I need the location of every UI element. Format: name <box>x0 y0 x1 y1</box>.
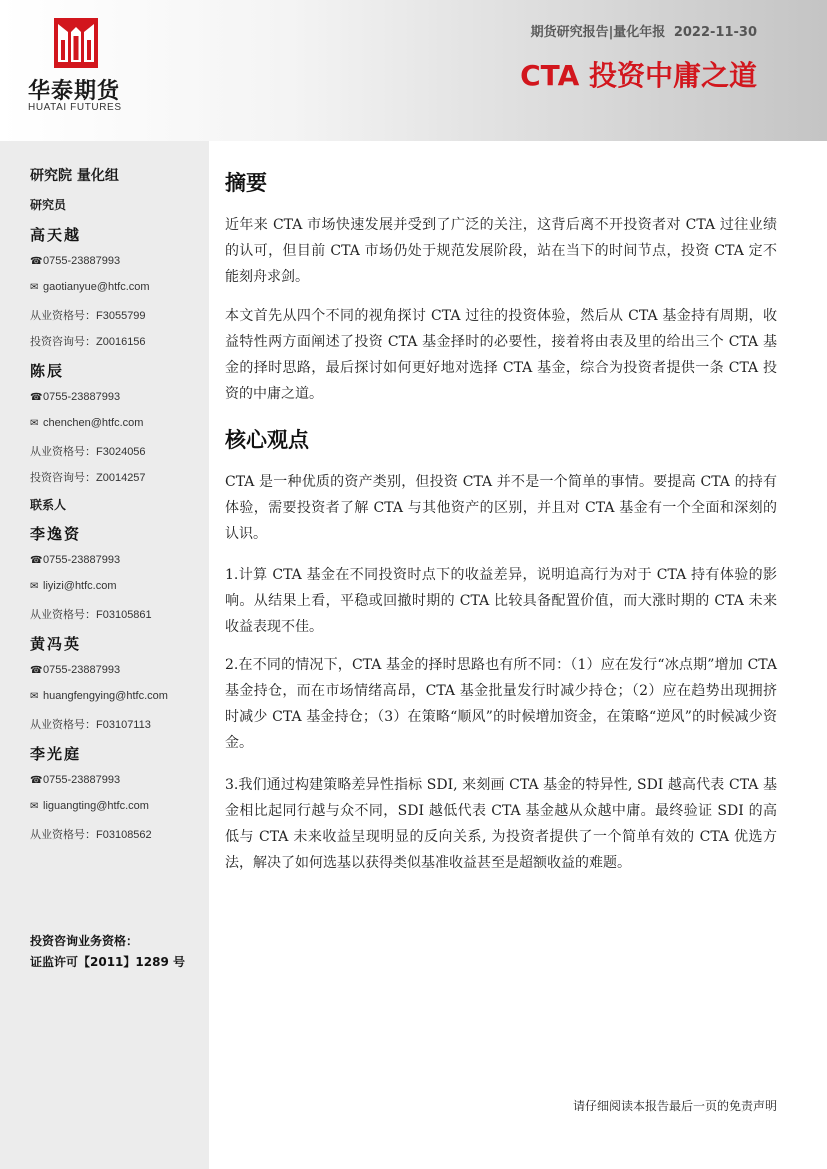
contact-email[interactable]: ✉ huangfengying@htfc.com <box>30 690 168 702</box>
researcher-cert: 从业资格号：F3024056 <box>30 446 146 458</box>
mail-icon: ✉ <box>30 282 39 293</box>
disclaimer-note: 请仔细阅读本报告最后一页的免责声明 <box>572 1099 777 1113</box>
contact-phone: ☎0755-23887993 <box>30 664 121 676</box>
researcher-email[interactable]: ✉ gaotianyue@htfc.com <box>30 281 150 293</box>
researcher-cert: 从业资格号：F3055799 <box>30 310 146 322</box>
logo-name-en: HUATAI FUTURES <box>28 102 122 113</box>
phone-icon: ☎ <box>30 392 43 403</box>
author-sidebar <box>0 141 209 1169</box>
contacts-label: 联系人 <box>30 498 67 512</box>
core-paragraph: 2.在不同的情况下，CTA 基金的择时思路也有所不同：（1）应在发行“冰点期”增加 CTA 基金持仓，而在市场情绪高昂，CTA 基金批量发行时减少持仓；（2）应在趋势出现拥挤时减少 CTA 基金持仓；（3）在策略“顺风”的时候增加资金，在策略“逆风”的时候减少资金。 <box>225 657 777 751</box>
phone-icon: ☎ <box>30 256 43 267</box>
phone-icon: ☎ <box>30 555 43 566</box>
core-paragraph: 1.计算 CTA 基金在不同投资时点下的收益差异，说明追高行为对于 CTA 持有体验的影响。从结果上看，平稳或回撤时期的 CTA 比较具备配置价值，而大涨时期的 CTA 未来收益表现不佳。 <box>225 567 777 635</box>
abstract-paragraph: 近年来 CTA 市场快速发展并受到了广泛的关注，这背后离不开投资者对 CTA 过往业绩的认可，但目前 CTA 市场仍处于规范发展阶段，站在当下的时间节点，投资 CTA 定不能刻舟求剑。 <box>225 217 777 285</box>
phone-icon: ☎ <box>30 775 43 786</box>
huatai-logo-icon <box>54 18 98 68</box>
mail-icon: ✉ <box>30 581 39 592</box>
phone-icon: ☎ <box>30 665 43 676</box>
researcher-phone: ☎0755-23887993 <box>30 255 121 267</box>
contact-name: 李光庭 <box>30 745 82 763</box>
contact-email[interactable]: ✉ liguangting@htfc.com <box>30 800 149 812</box>
researcher-name: 高天越 <box>30 226 82 244</box>
mail-icon: ✉ <box>30 691 39 702</box>
abstract-paragraph: 本文首先从四个不同的视角探讨 CTA 过往的投资体验，然后从 CTA 基金持有周期，收益特性两方面阐述了投资 CTA 基金择时的必要性，接着将由表及里的给出三个 CTA 基金的择时思路，最后探讨如何更好地对选择 CTA 基金，综合为投资者提供一条 CTA 投资的中庸之道。 <box>225 308 777 402</box>
core-paragraph: 3.我们通过构建策略差异性指标 SDI, 来刻画 CTA 基金的特异性, SDI 越高代表 CTA 基金相比起同行越与众不同，SDI 越低代表 CTA 基金越从众越中庸。最终验证 SDI 的高低与 CTA 未来收益呈现明显的反向关系, 为投资者提供了一个简单有效的 CTA 优选方法，解决了如何选基以获得类似基准收益甚至是超额收益的难题。 <box>225 777 777 871</box>
mail-icon: ✉ <box>30 801 39 812</box>
core-heading: 核心观点 <box>225 428 309 452</box>
contact-phone: ☎0755-23887993 <box>30 554 121 566</box>
report-title: CTA 投资中庸之道 <box>520 59 757 92</box>
report-date: 2022-11-30 <box>673 25 757 40</box>
researcher-phone: ☎0755-23887993 <box>30 391 121 403</box>
contact-email[interactable]: ✉ liyizi@htfc.com <box>30 580 117 592</box>
contact-cert: 从业资格号：F03107113 <box>30 719 151 731</box>
researcher-consult-cert: 投资咨询号：Z0016156 <box>30 336 146 348</box>
researcher-name: 陈辰 <box>30 362 65 380</box>
company-logo <box>28 16 138 116</box>
contact-name: 黄冯英 <box>30 635 82 653</box>
report-meta <box>527 21 757 40</box>
researcher-email[interactable]: ✉ chenchen@htfc.com <box>30 417 144 429</box>
qualification-block <box>30 931 185 973</box>
contact-cert: 从业资格号：F03108562 <box>30 829 152 841</box>
license-line: 证监许可【2011】1289 号 <box>30 955 185 969</box>
department-label: 研究院 量化组 <box>30 168 119 184</box>
abstract-heading: 摘要 <box>225 171 267 195</box>
contact-name: 李逸资 <box>30 525 82 543</box>
qualification-line: 投资咨询业务资格： <box>30 934 139 948</box>
logo-name-cn: 华泰期货 <box>28 79 121 104</box>
report-type: 期货研究报告|量化年报 <box>530 25 666 40</box>
researcher-consult-cert: 投资咨询号：Z0014257 <box>30 472 146 484</box>
contact-phone: ☎0755-23887993 <box>30 774 121 786</box>
contact-cert: 从业资格号：F03105861 <box>30 609 152 621</box>
core-paragraph: CTA 是一种优质的资产类别，但投资 CTA 并不是一个简单的事情。要提高 CTA 的持有体验，需要投资者了解 CTA 与其他资产的区别，并且对 CTA 基金有一个全面和深刻的认识。 <box>225 474 777 542</box>
researchers-label: 研究员 <box>30 198 67 212</box>
mail-icon: ✉ <box>30 418 39 429</box>
report-header <box>0 0 827 141</box>
